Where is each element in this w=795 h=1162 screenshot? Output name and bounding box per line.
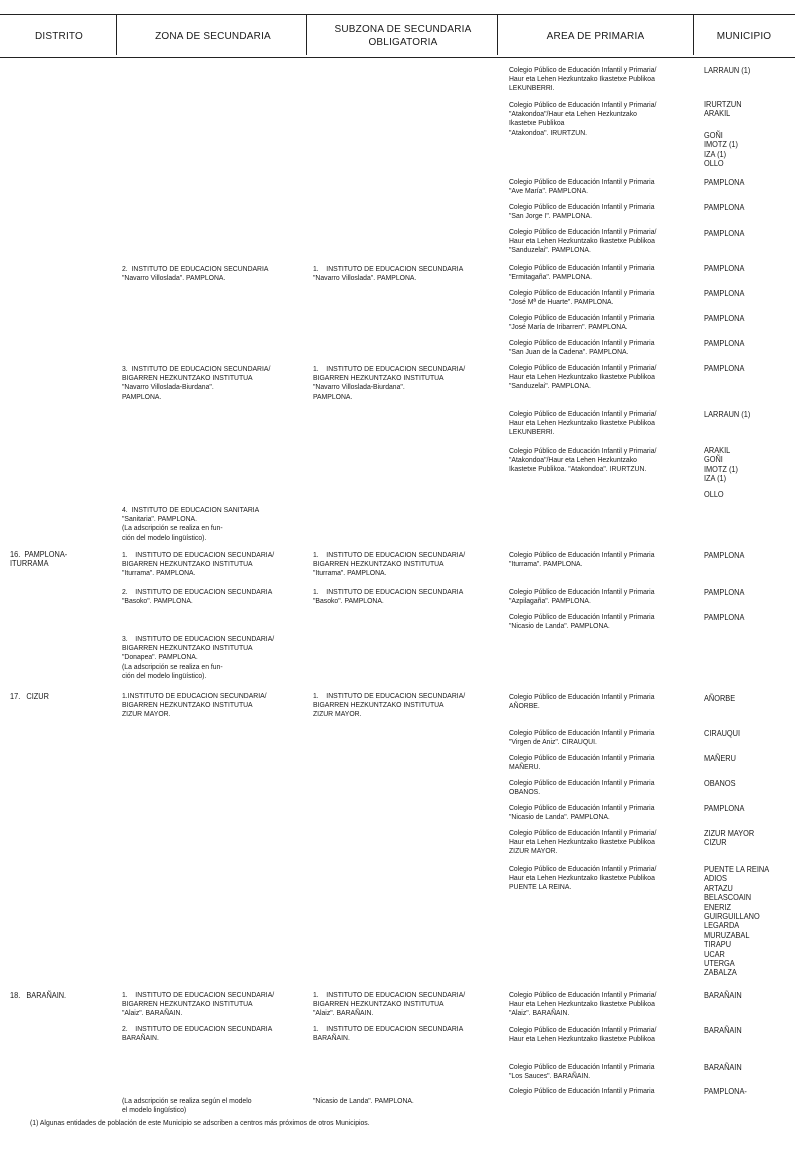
primaria-entry: Colegio Público de Educación Infantil y Primaria "San Juan de la Cadena". PAMPLONA. <box>509 338 655 357</box>
zona-entry: 1. INSTITUTO DE EDUCACION SECUNDARIA/ BIGARREN HEZKUNTZAKO INSTITUTUA "Alaiz". BARAÑAIN. <box>122 990 275 1018</box>
zona-entry: (La adscripción se realiza según el modelo el modelo lingüístico) <box>122 1096 252 1115</box>
distrito-entry: 18. BARAÑAIN. <box>10 991 67 1000</box>
zona-entry: 2. INSTITUTO DE EDUCACION SECUNDARIA BARAÑAIN. <box>122 1024 273 1043</box>
primaria-entry: Colegio Público de Educación Infantil y Primaria <box>509 1086 655 1095</box>
zona-entry: 3. INSTITUTO DE EDUCACION SECUNDARIA/ BIGARREN HEZKUNTZAKO INSTITUTUA "Donapea". PAMPLONA. (La adscripción se realiza en fun- ción del modelo lingüístico). <box>122 634 275 680</box>
primaria-entry: Colegio Público de Educación Infantil y Primaria "Nicasio de Landa". PAMPLONA. <box>509 803 655 822</box>
municipio-entry: BARAÑAIN <box>704 1063 742 1072</box>
primaria-entry: Colegio Público de Educación Infantil y Primaria "Los Sauces". BARAÑAIN. <box>509 1062 655 1081</box>
primaria-entry: Colegio Público de Educación Infantil y Primaria/ Haur eta Lehen Hezkuntzako Ikastetxe Publikoa "Sanduzelai". PAMPLONA. <box>509 227 657 255</box>
subzona-entry: 1. INSTITUTO DE EDUCACION SECUNDARIA/ BIGARREN HEZKUNTZAKO INSTITUTUA "Navarro Villoslada-Biurdana". PAMPLONA. <box>313 364 466 401</box>
column-divider <box>116 15 117 55</box>
municipio-entry: MAÑERU <box>704 754 736 763</box>
primaria-entry: Colegio Público de Educación Infantil y Primaria/ Haur eta Lehen Hezkuntzako Ikastetxe Publikoa LEKUNBERRI. <box>509 65 657 93</box>
primaria-entry: Colegio Público de Educación Infantil y Primaria "Ave María". PAMPLONA. <box>509 177 655 196</box>
primaria-entry: Colegio Público de Educación Infantil y Primaria "Ermitagaña". PAMPLONA. <box>509 263 655 282</box>
header-distrito: DISTRITO <box>34 30 84 42</box>
subzona-entry: 1. INSTITUTO DE EDUCACION SECUNDARIA "Navarro Villoslada". PAMPLONA. <box>313 264 464 283</box>
header-subzona: SUBZONA DE SECUNDARIA OBLIGATORIA <box>334 24 472 48</box>
primaria-entry: Colegio Público de Educación Infantil y Primaria "José María de Iribarren". PAMPLONA. <box>509 313 655 332</box>
primaria-entry: Colegio Público de Educación Infantil y Primaria/ Haur eta Lehen Hezkuntzako Ikastetxe Publikoa "Alaiz". BARAÑAIN. <box>509 990 657 1018</box>
municipio-entry: PAMPLONA <box>704 339 745 348</box>
primaria-entry: Colegio Público de Educación Infantil y Primaria/ Haur eta Lehen Hezkuntzako Ikastetxe Publikoa LEKUNBERRI. <box>509 409 657 437</box>
primaria-entry: Colegio Público de Educación Infantil y Primaria "Iturrama". PAMPLONA. <box>509 550 655 569</box>
municipio-entry: BARAÑAIN <box>704 1026 742 1035</box>
column-divider <box>497 15 498 55</box>
municipio-entry: PAMPLONA <box>704 289 745 298</box>
municipio-entry: PAMPLONA <box>704 613 745 622</box>
primaria-entry: Colegio Público de Educación Infantil y Primaria/ Haur eta Lehen Hezkuntzako Ikastetxe Publikoa PUENTE LA REINA. <box>509 864 657 892</box>
municipio-entry: LARRAUN (1) <box>704 410 751 419</box>
municipio-entry: CIRAUQUI <box>704 729 741 738</box>
subzona-entry: 1. INSTITUTO DE EDUCACION SECUNDARIA/ BIGARREN HEZKUNTZAKO INSTITUTUA ZIZUR MAYOR. <box>313 691 466 719</box>
primaria-entry: Colegio Público de Educación Infantil y Primaria AÑORBE. <box>509 692 655 711</box>
subzona-entry: 1. INSTITUTO DE EDUCACION SECUNDARIA BARAÑAIN. <box>313 1024 464 1043</box>
municipio-entry: ZIZUR MAYOR CIZUR <box>704 829 755 848</box>
subzona-entry: "Nicasio de Landa". PAMPLONA. <box>313 1096 414 1105</box>
header-area: AREA DE PRIMARIA <box>546 30 645 42</box>
primaria-entry: Colegio Público de Educación Infantil y Primaria OBANOS. <box>509 778 655 797</box>
primaria-entry: Colegio Público de Educación Infantil y Primaria MAÑERU. <box>509 753 655 772</box>
footnote: (1) Algunas entidades de población de este Municipio se adscriben a centros más próximos de otros Municipios. <box>30 1118 370 1127</box>
distrito-entry: 17. CIZUR <box>10 692 49 701</box>
primaria-entry: Colegio Público de Educación Infantil y Primaria "Virgen de Aniz". CIRAUQUI. <box>509 728 655 747</box>
municipio-entry: PAMPLONA <box>704 203 745 212</box>
zona-entry: 1. INSTITUTO DE EDUCACION SECUNDARIA/ BIGARREN HEZKUNTZAKO INSTITUTUA "Iturrama". PAMPLONA. <box>122 550 275 578</box>
municipio-entry: GOÑI IMOTZ (1) IZA (1) OLLO <box>704 131 738 169</box>
municipio-entry: PAMPLONA <box>704 364 745 373</box>
zona-entry: 4. INSTITUTO DE EDUCACION SANITARIA "Sanitaria". PAMPLONA. (La adscripción se realiza en fun- ción del modelo lingüístico). <box>122 505 260 542</box>
zona-entry: 2. INSTITUTO DE EDUCACION SECUNDARIA "Navarro Villoslada". PAMPLONA. <box>122 264 269 283</box>
municipio-entry: OBANOS <box>704 779 736 788</box>
primaria-entry: Colegio Público de Educación Infantil y Primaria "San Jorge I". PAMPLONA. <box>509 202 655 221</box>
primaria-entry: Colegio Público de Educación Infantil y Primaria/ "Atakondoa"/Haur eta Lehen Hezkuntzako Ikastetxe Publikoa "Atakondoa". IRURTZUN. <box>509 100 657 137</box>
column-divider <box>306 15 307 55</box>
subzona-entry: 1. INSTITUTO DE EDUCACION SECUNDARIA "Basoko". PAMPLONA. <box>313 587 464 606</box>
column-divider <box>693 15 694 55</box>
table-header <box>0 14 795 58</box>
municipio-entry: AÑORBE <box>704 694 736 703</box>
municipio-entry: ARAKIL GOÑI IMOTZ (1) IZA (1) <box>704 446 738 484</box>
header-municipio: MUNICIPIO <box>716 30 772 42</box>
primaria-entry: Colegio Público de Educación Infantil y Primaria "Azpilagaña". PAMPLONA. <box>509 587 655 606</box>
municipio-entry: OLLO <box>704 490 724 499</box>
municipio-entry: PAMPLONA <box>704 804 745 813</box>
primaria-entry: Colegio Público de Educación Infantil y Primaria/ "Atakondoa"/Haur eta Lehen Hezkuntzako Ikastetxe Publikoa. "Atakondoa". IRURTZUN. <box>509 446 657 474</box>
subzona-entry: 1. INSTITUTO DE EDUCACION SECUNDARIA/ BIGARREN HEZKUNTZAKO INSTITUTUA "Alaiz". BARAÑAIN. <box>313 990 466 1018</box>
primaria-entry: Colegio Público de Educación Infantil y Primaria/ Haur eta Lehen Hezkuntzako Ikastetxe Publikoa <box>509 1025 657 1044</box>
municipio-entry: LARRAUN (1) <box>704 66 751 75</box>
zona-entry: 1.INSTITUTO DE EDUCACION SECUNDARIA/ BIGARREN HEZKUNTZAKO INSTITUTUA ZIZUR MAYOR. <box>122 691 267 719</box>
municipio-entry: PAMPLONA <box>704 178 745 187</box>
municipio-entry: PAMPLONA <box>704 264 745 273</box>
municipio-entry: IRURTZUN ARAKIL <box>704 100 742 119</box>
header-zona: ZONA DE SECUNDARIA <box>155 30 271 42</box>
municipio-entry: PAMPLONA <box>704 588 745 597</box>
primaria-entry: Colegio Público de Educación Infantil y Primaria "José Mª de Huarte". PAMPLONA. <box>509 288 655 307</box>
subzona-entry: 1. INSTITUTO DE EDUCACION SECUNDARIA/ BIGARREN HEZKUNTZAKO INSTITUTUA "Iturrama". PAMPLONA. <box>313 550 466 578</box>
zona-entry: 2. INSTITUTO DE EDUCACION SECUNDARIA "Basoko". PAMPLONA. <box>122 587 273 606</box>
primaria-entry: Colegio Público de Educación Infantil y Primaria "Nicasio de Landa". PAMPLONA. <box>509 612 655 631</box>
municipio-entry: PAMPLONA <box>704 229 745 238</box>
municipio-entry: PAMPLONA- <box>704 1087 747 1096</box>
municipio-entry: PAMPLONA <box>704 551 745 560</box>
municipio-entry: PUENTE LA REINA ADIOS ARTAZU BELASCOAIN ENERIZ GUIRGUILLANO LEGARDA MURUZABAL TIRAPU UCAR UTERGA ZABALZA <box>704 865 770 978</box>
primaria-entry: Colegio Público de Educación Infantil y Primaria/ Haur eta Lehen Hezkuntzako Ikastetxe Publikoa ZIZUR MAYOR. <box>509 828 657 856</box>
municipio-entry: PAMPLONA <box>704 314 745 323</box>
distrito-entry: 16. PAMPLONA- ITURRAMA <box>10 550 68 569</box>
zona-entry: 3. INSTITUTO DE EDUCACION SECUNDARIA/ BIGARREN HEZKUNTZAKO INSTITUTUA "Navarro Villoslada-Biurdana". PAMPLONA. <box>122 364 271 401</box>
primaria-entry: Colegio Público de Educación Infantil y Primaria/ Haur eta Lehen Hezkuntzako Ikastetxe Publikoa "Sanduzelai". PAMPLONA. <box>509 363 657 391</box>
municipio-entry: BARAÑAIN <box>704 991 742 1000</box>
